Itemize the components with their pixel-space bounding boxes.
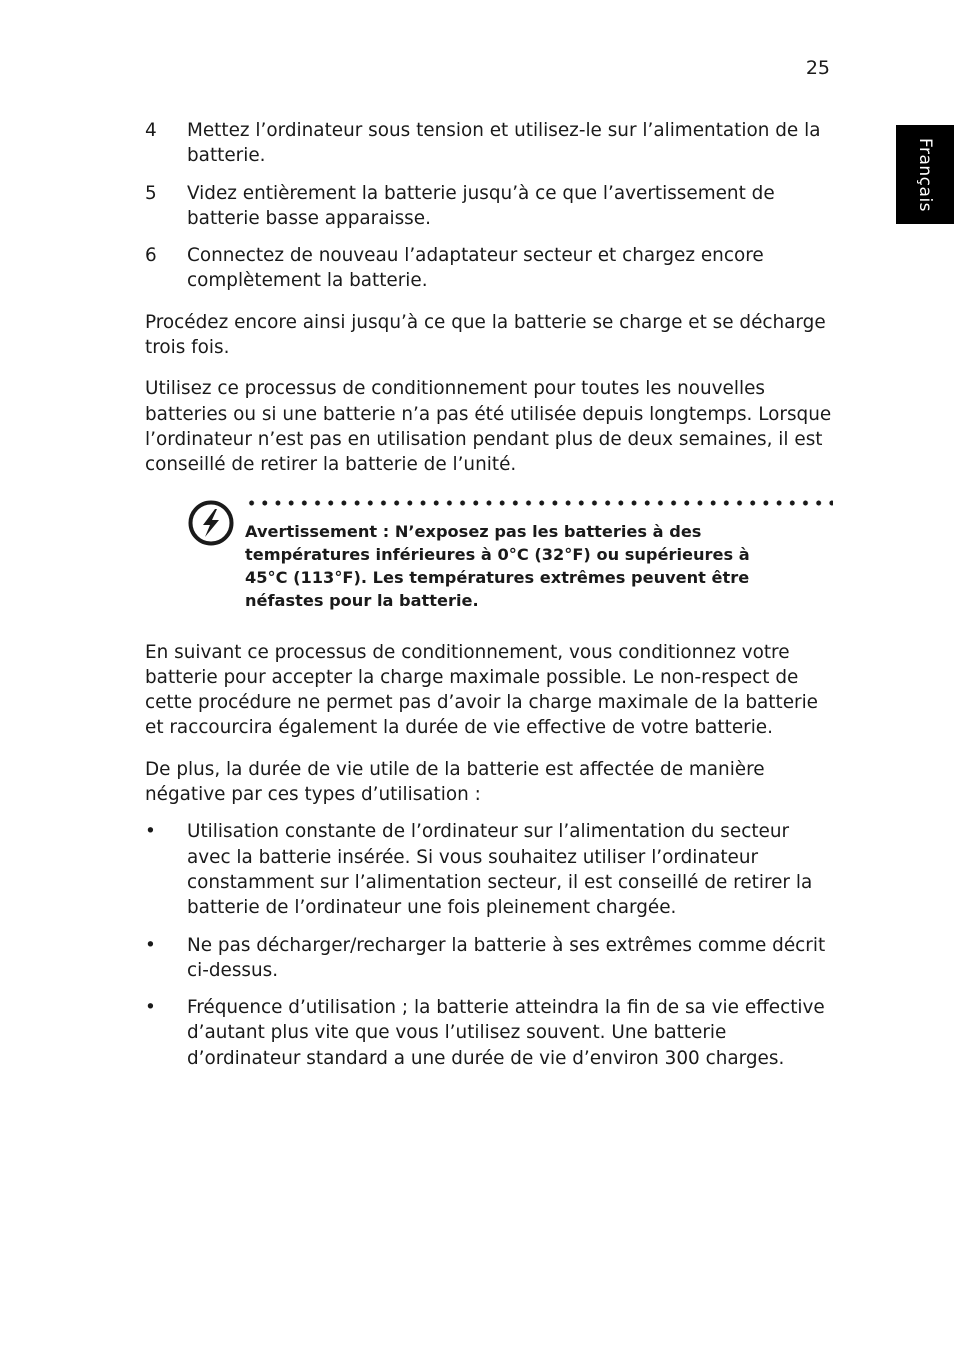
step-text: Mettez l’ordinateur sous tension et utilisez-le sur l’alimentation de la batterie. [187, 120, 821, 167]
list-item-step-4 [145, 118, 833, 169]
bullet-text: Utilisation constante de l’ordinateur sur l’alimentation du secteur avec la batterie insérée. Si vous souhaitez utiliser l’ordinateur constamment sur l’alimentation secteur, il est conseillé de retirer la batterie de l’ordinateur une fois pleinement chargée. [187, 821, 813, 919]
page-number: 25 [805, 57, 830, 79]
list-item-bullet [145, 995, 833, 1071]
dotted-divider [245, 500, 833, 506]
warning-box [145, 500, 833, 612]
paragraph-conditioning: Utilisez ce processus de conditionnement pour toutes les nouvelles batteries ou si une batterie n’a pas été utilisée depuis longtemps. Lorsque l’ordinateur n’est pas en utilisation pendant plus de deux semaines, il est conseillé de retirer la batterie de l’unité. [145, 378, 832, 476]
warning-text: Avertissement : N’exposez pas les batteries à des températures inférieures à 0°C (32°F) ou supérieures à 45°C (113°F). Les températures extrêmes peuvent être néfastes pour la batterie. [245, 521, 750, 610]
step-number: 4 [145, 120, 157, 141]
page-content [145, 118, 833, 1083]
step-text: Videz entièrement la batterie jusqu’à ce que l’avertissement de batterie basse apparaisse. [187, 182, 775, 229]
bullet-text: Ne pas décharger/recharger la batterie à ses extrêmes comme décrit ci-dessus. [187, 934, 826, 981]
paragraph-usage-intro: De plus, la durée de vie utile de la batterie est affectée de manière négative par ces types d’utilisation : [145, 758, 765, 806]
lightning-warning-icon [188, 500, 234, 546]
paragraph-max-charge: En suivant ce processus de conditionnement, vous conditionnez votre batterie pour accepter la charge maximale possible. Le non-respect de cette procédure ne permet pas d’avoir la charge maximale de la batterie et raccourcira également la durée de vie effective de votre batterie. [145, 641, 818, 739]
language-tab [896, 125, 954, 224]
bullet-marker: • [145, 934, 156, 956]
step-number: 5 [145, 182, 157, 204]
paragraph-repeat-cycle: Procédez encore ainsi jusqu’à ce que la batterie se charge et se décharge trois fois. [145, 311, 826, 359]
step-number: 6 [145, 245, 157, 267]
language-tab-label: Français [915, 137, 935, 212]
list-item-bullet [145, 933, 833, 984]
bullet-marker: • [145, 821, 156, 843]
step-text: Connectez de nouveau l’adaptateur secteur et chargez encore complètement la batterie. [187, 245, 764, 292]
list-item-bullet [145, 819, 833, 920]
bullet-marker: • [145, 997, 156, 1019]
list-item-step-6 [145, 243, 833, 294]
bullet-text: Fréquence d’utilisation ; la batterie atteindra la fin de sa vie effective d’autant plus vite que vous l’utilisez souvent. Une batterie d’ordinateur standard a une durée de vie d’environ 300 charges. [187, 997, 825, 1069]
list-item-step-5 [145, 181, 833, 232]
